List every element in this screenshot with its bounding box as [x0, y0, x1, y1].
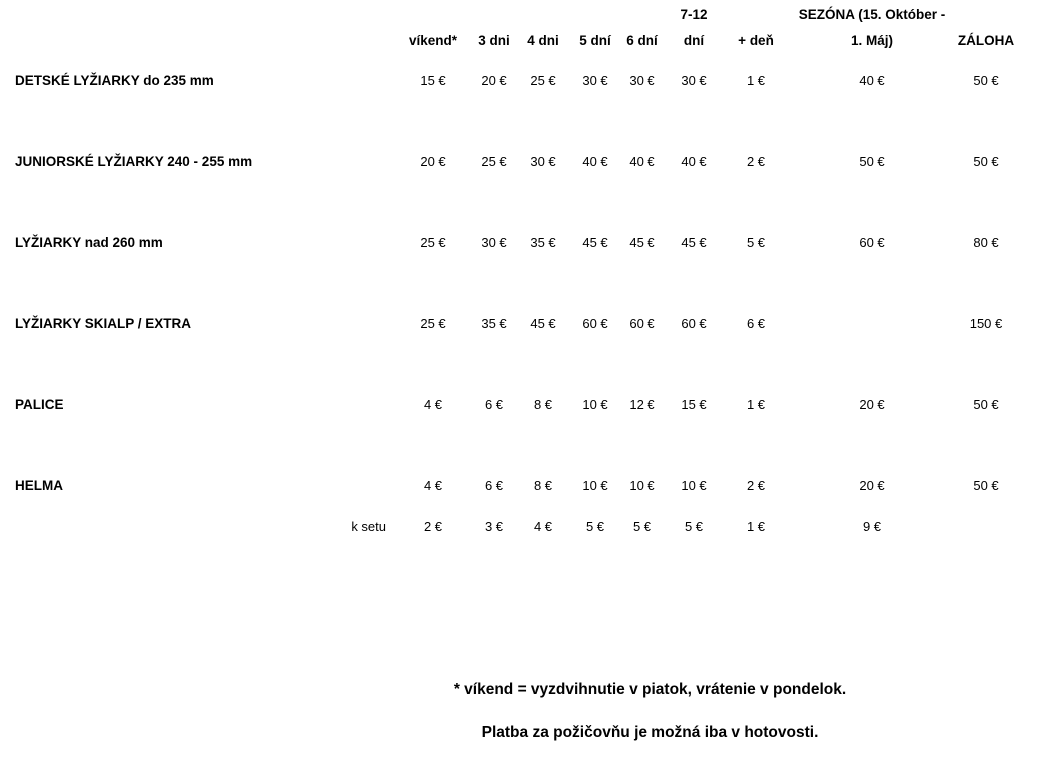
price-cell: 40 € — [582, 154, 608, 169]
price-cell: 30 € — [681, 73, 707, 88]
price-cell: 10 € — [681, 478, 707, 493]
price-cell: 6 € — [484, 478, 504, 493]
price-cell: 4 € — [423, 397, 443, 412]
column-header: 7-12 dní — [680, 7, 708, 48]
row-label: DETSKÉ LYŽIARKY do 235 mm — [15, 73, 214, 88]
price-cell: 10 € — [582, 478, 608, 493]
set-price-cell: 5 € — [632, 519, 652, 534]
price-cell: 60 € — [629, 316, 655, 331]
price-cell: 5 € — [746, 235, 766, 250]
price-cell: 60 € — [582, 316, 608, 331]
price-cell: 20 € — [859, 478, 885, 493]
row-label: LYŽIARKY nad 260 mm — [15, 235, 163, 250]
column-header: SEZÓNA (15. Október - 1. Máj) — [798, 7, 946, 48]
price-cell: 50 € — [973, 478, 999, 493]
price-cell: 30 € — [530, 154, 556, 169]
price-cell: 10 € — [629, 478, 655, 493]
price-cell: 45 € — [629, 235, 655, 250]
price-cell: 20 € — [481, 73, 507, 88]
price-cell: 50 € — [973, 397, 999, 412]
set-price-cell: 9 € — [862, 519, 882, 534]
set-price-cell: 5 € — [684, 519, 704, 534]
set-label: k setu — [351, 519, 386, 534]
column-header: 5 dní — [579, 33, 611, 48]
column-header: 4 dni — [527, 33, 559, 48]
price-cell: 60 € — [859, 235, 885, 250]
price-cell: 15 € — [681, 397, 707, 412]
price-cell: 50 € — [859, 154, 885, 169]
payment-note: Platba za požičovňu je možná iba v hotovosti. — [481, 724, 819, 741]
price-cell: 45 € — [530, 316, 556, 331]
price-cell: 45 € — [582, 235, 608, 250]
price-cell: 50 € — [973, 154, 999, 169]
price-cell: 45 € — [681, 235, 707, 250]
row-label: LYŽIARKY SKIALP / EXTRA — [15, 316, 192, 331]
price-cell: 40 € — [629, 154, 655, 169]
price-cell: 4 € — [423, 478, 443, 493]
price-cell: 6 € — [484, 397, 504, 412]
column-header: 3 dni — [478, 33, 510, 48]
weekend-footnote: * víkend = vyzdvihnutie v piatok, vrátenie v pondelok. — [453, 681, 847, 698]
price-cell: 20 € — [420, 154, 446, 169]
price-cell: 8 € — [533, 397, 553, 412]
set-price-cell: 2 € — [423, 519, 443, 534]
price-cell: 35 € — [530, 235, 556, 250]
set-price-cell: 4 € — [533, 519, 553, 534]
price-cell: 40 € — [681, 154, 707, 169]
price-cell: 1 € — [746, 73, 766, 88]
row-label: PALICE — [15, 397, 64, 412]
price-cell: 25 € — [420, 235, 446, 250]
price-cell: 10 € — [582, 397, 608, 412]
price-cell: 12 € — [629, 397, 655, 412]
price-cell: 50 € — [973, 73, 999, 88]
set-price-cell: 5 € — [585, 519, 605, 534]
price-cell: 30 € — [582, 73, 608, 88]
price-cell: 35 € — [481, 316, 507, 331]
column-header: ZÁLOHA — [957, 33, 1015, 48]
row-label: HELMA — [15, 478, 63, 493]
price-cell: 25 € — [481, 154, 507, 169]
column-header: víkend* — [408, 33, 458, 48]
column-header: 6 dní — [626, 33, 658, 48]
price-cell: 2 € — [746, 478, 766, 493]
price-cell: 8 € — [533, 478, 553, 493]
column-header: + deň — [738, 33, 774, 48]
price-cell: 80 € — [973, 235, 999, 250]
price-cell: 150 € — [969, 316, 1003, 331]
price-cell: 60 € — [681, 316, 707, 331]
price-cell: 2 € — [746, 154, 766, 169]
price-cell: 30 € — [629, 73, 655, 88]
price-cell: 25 € — [420, 316, 446, 331]
price-cell: 20 € — [859, 397, 885, 412]
price-cell: 1 € — [746, 397, 766, 412]
set-price-cell: 1 € — [746, 519, 766, 534]
set-price-cell: 3 € — [484, 519, 504, 534]
price-cell: 30 € — [481, 235, 507, 250]
price-cell: 40 € — [859, 73, 885, 88]
row-label: JUNIORSKÉ LYŽIARKY 240 - 255 mm — [15, 154, 253, 169]
price-cell: 15 € — [420, 73, 446, 88]
price-cell: 25 € — [530, 73, 556, 88]
price-cell: 6 € — [746, 316, 766, 331]
